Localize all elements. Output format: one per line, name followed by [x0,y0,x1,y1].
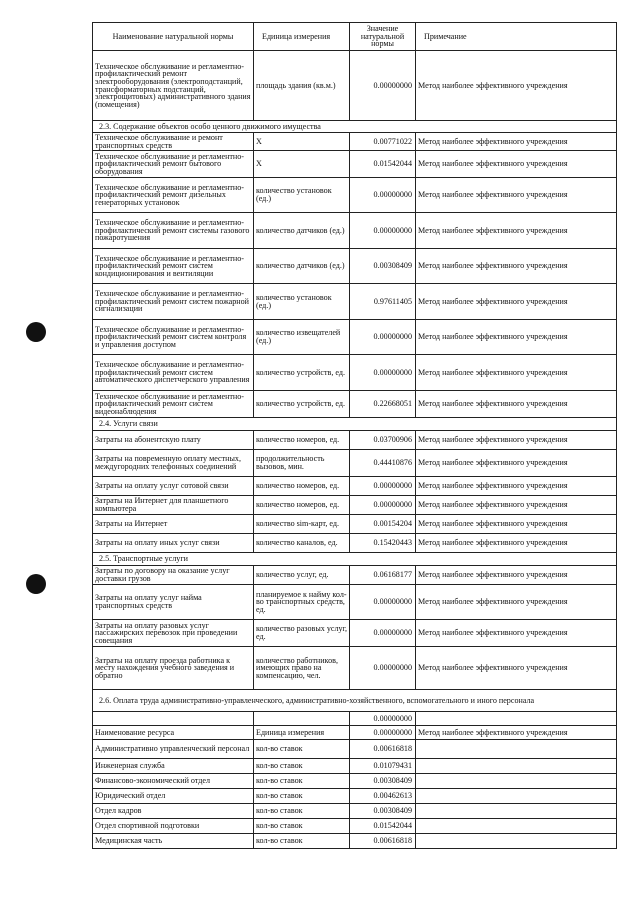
cell-unit: кол-во ставок [254,740,350,759]
cell-unit: кол-во ставок [254,834,350,849]
cell-note: Метод наиболее эффективного учреждения [416,178,617,213]
table-row [93,496,617,515]
cell-value: 0.00000000 [350,320,416,355]
cell-value: 0.00000000 [350,213,416,249]
cell-name: Техническое обслуживание и регламентно-профилактический ремонт электрооборудования (электроподстанций, трансформаторных подстанций, электрощитовых) административного здания (помещения) [93,51,254,121]
header-value: Значение натуральной нормы [350,23,416,51]
cell-note: Метод наиболее эффективного учреждения [416,647,617,690]
cell-unit [254,712,350,726]
cell-note: Метод наиболее эффективного учреждения [416,355,617,391]
cell-name: Отдел спортивной подготовки [93,819,254,834]
table-row [93,819,617,834]
cell-value: 0.00000000 [350,620,416,647]
cell-name: Наименование ресурса [93,726,254,740]
cell-unit: количество номеров, ед. [254,496,350,515]
table-row [93,804,617,819]
cell-note: Метод наиболее эффективного учреждения [416,320,617,355]
table-row [93,834,617,849]
binder-hole-bottom [26,574,46,594]
cell-note: Метод наиболее эффективного учреждения [416,51,617,121]
cell-value: 0.00000000 [350,496,416,515]
cell-value: 0.00000000 [350,647,416,690]
cell-note: Метод наиболее эффективного учреждения [416,133,617,151]
cell-note: Метод наиболее эффективного учреждения [416,213,617,249]
cell-name: Техническое обслуживание и регламентно-профилактический ремонт систем кондиционирования и вентиляции [93,249,254,284]
section-row [93,418,617,431]
cell-unit: количество датчиков (ед.) [254,249,350,284]
cell-value: 0.97611405 [350,284,416,320]
cell-name: Затраты на Интернет для планшетного компьютера [93,496,254,515]
cell-note [416,789,617,804]
cell-note [416,804,617,819]
header-unit: Единица измерения [254,23,350,51]
cell-value: 0.01079431 [350,759,416,774]
header-note: Примечание [416,23,617,51]
table-row [93,51,617,121]
cell-name: Затраты на абонентскую плату [93,431,254,450]
cell-note: Метод наиболее эффективного учреждения [416,496,617,515]
cell-value: 0.44410876 [350,450,416,477]
table-row [93,355,617,391]
cell-note [416,740,617,759]
table-row [93,712,617,726]
norms-table [92,22,617,849]
cell-note: Метод наиболее эффективного учреждения [416,431,617,450]
cell-unit: количество датчиков (ед.) [254,213,350,249]
cell-note [416,834,617,849]
section-title: 2.5. Транспортные услуги [93,553,617,566]
cell-name: Юридический отдел [93,789,254,804]
table-row [93,726,617,740]
cell-unit: кол-во ставок [254,789,350,804]
cell-unit: кол-во ставок [254,819,350,834]
cell-note: Метод наиболее эффективного учреждения [416,477,617,496]
cell-unit: кол-во ставок [254,774,350,789]
cell-unit: площадь здания (кв.м.) [254,51,350,121]
cell-unit: количество каналов, ед. [254,534,350,553]
table-row [93,534,617,553]
cell-note [416,712,617,726]
cell-value: 0.00000000 [350,585,416,620]
cell-unit: количество извещателей (ед.) [254,320,350,355]
table-row [93,515,617,534]
cell-unit: количество номеров, ед. [254,431,350,450]
cell-name: Отдел кадров [93,804,254,819]
cell-value: 0.01542044 [350,151,416,178]
cell-name: Финансово-экономический отдел [93,774,254,789]
section-row [93,121,617,133]
cell-value: 0.00000000 [350,712,416,726]
cell-value: 0.00308409 [350,774,416,789]
cell-name: Затраты на оплату услуг сотовой связи [93,477,254,496]
cell-name: Затраты на оплату иных услуг связи [93,534,254,553]
cell-value: 0.06168177 [350,566,416,585]
binder-hole-top [26,322,46,342]
cell-value: 0.00462613 [350,789,416,804]
cell-name: Техническое обслуживание и регламентно-профилактический ремонт бытового оборудования [93,151,254,178]
cell-unit: количество sim-карт, ед. [254,515,350,534]
table-header-row [93,23,617,51]
cell-name: Административно управленческий персонал [93,740,254,759]
cell-unit: количество номеров, ед. [254,477,350,496]
cell-unit: количество услуг, ед. [254,566,350,585]
table-row [93,647,617,690]
cell-value: 0.15420443 [350,534,416,553]
cell-value: 0.00000000 [350,355,416,391]
table-row [93,759,617,774]
cell-value: 0.00308409 [350,249,416,284]
cell-unit: X [254,151,350,178]
table-row [93,477,617,496]
cell-value: 0.00308409 [350,804,416,819]
cell-note: Метод наиболее эффективного учреждения [416,566,617,585]
cell-value: 0.03700906 [350,431,416,450]
table-row [93,789,617,804]
cell-unit: кол-во ставок [254,759,350,774]
cell-value: 0.22668051 [350,391,416,418]
cell-unit: Единица измерения [254,726,350,740]
cell-note: Метод наиболее эффективного учреждения [416,726,617,740]
cell-name: Техническое обслуживание и регламентно-профилактический ремонт систем автоматического диспетчерского управления [93,355,254,391]
cell-value: 0.00000000 [350,178,416,213]
header-name: Наименование натуральной нормы [93,23,254,51]
cell-name: Техническое обслуживание и регламентно-профилактический ремонт систем видеонаблюдения [93,391,254,418]
cell-name: Затраты на оплату разовых услуг пассажирских перевозок при проведении совещания [93,620,254,647]
cell-value: 0.00000000 [350,51,416,121]
cell-note: Метод наиболее эффективного учреждения [416,534,617,553]
table-row [93,213,617,249]
section-title: 2.4. Услуги связи [93,418,617,431]
table-row [93,391,617,418]
table-row [93,284,617,320]
cell-unit: продолжительность вызовов, мин. [254,450,350,477]
cell-name: Затраты на оплату проезда работника к месту нахождения учебного заведения и обратно [93,647,254,690]
cell-name: Техническое обслуживание и регламентно-профилактический ремонт системы газового пожаротушения [93,213,254,249]
table-row [93,566,617,585]
cell-note: Метод наиболее эффективного учреждения [416,284,617,320]
table-body [93,51,617,849]
section-row [93,553,617,566]
section-row [93,690,617,712]
table-row [93,585,617,620]
cell-note: Метод наиболее эффективного учреждения [416,585,617,620]
table-row [93,620,617,647]
cell-note [416,759,617,774]
table-row [93,249,617,284]
cell-name: Затраты на Интернет [93,515,254,534]
cell-value: 0.00000000 [350,477,416,496]
cell-value: 0.00616818 [350,740,416,759]
cell-unit: количество устройств, ед. [254,391,350,418]
cell-name: Затраты на повременную оплату местных, междугородних телефонных соединений [93,450,254,477]
cell-name: Инженерная служба [93,759,254,774]
cell-name: Техническое обслуживание и ремонт транспортных средств [93,133,254,151]
table-row [93,740,617,759]
cell-note: Метод наиболее эффективного учреждения [416,151,617,178]
cell-unit: планируемое к найму кол-во транспортных средств, ед. [254,585,350,620]
cell-unit: кол-во ставок [254,804,350,819]
cell-unit: количество устройств, ед. [254,355,350,391]
cell-name: Техническое обслуживание и регламентно-профилактический ремонт дизельных генераторных установок [93,178,254,213]
section-title: 2.6. Оплата труда административно-управленческого, административно-хозяйственного, вспомогательного и иного персонала [93,690,617,712]
cell-note: Метод наиболее эффективного учреждения [416,391,617,418]
cell-name: Медицинская часть [93,834,254,849]
cell-note: Метод наиболее эффективного учреждения [416,620,617,647]
cell-note [416,819,617,834]
table-row [93,133,617,151]
cell-value: 0.00771022 [350,133,416,151]
cell-name: Затраты по договору на оказание услуг доставки грузов [93,566,254,585]
section-title: 2.3. Содержание объектов особо ценного движимого имущества [93,121,617,133]
cell-unit: количество установок (ед.) [254,178,350,213]
cell-note: Метод наиболее эффективного учреждения [416,450,617,477]
cell-note: Метод наиболее эффективного учреждения [416,515,617,534]
cell-unit: количество разовых услуг, ед. [254,620,350,647]
cell-unit: X [254,133,350,151]
cell-value: 0.00000000 [350,726,416,740]
cell-unit: количество работников, имеющих право на компенсацию, чел. [254,647,350,690]
cell-value: 0.00154204 [350,515,416,534]
cell-name [93,712,254,726]
cell-note [416,774,617,789]
table-row [93,320,617,355]
cell-note: Метод наиболее эффективного учреждения [416,249,617,284]
table-row [93,151,617,178]
table-row [93,450,617,477]
cell-value: 0.01542044 [350,819,416,834]
table-row [93,178,617,213]
table-row [93,774,617,789]
cell-name: Затраты на оплату услуг найма транспортных средств [93,585,254,620]
cell-name: Техническое обслуживание и регламентно-профилактический ремонт систем контроля и управления доступом [93,320,254,355]
cell-unit: количество установок (ед.) [254,284,350,320]
table-row [93,431,617,450]
cell-name: Техническое обслуживание и регламентно-профилактический ремонт систем пожарной сигнализации [93,284,254,320]
cell-value: 0.00616818 [350,834,416,849]
